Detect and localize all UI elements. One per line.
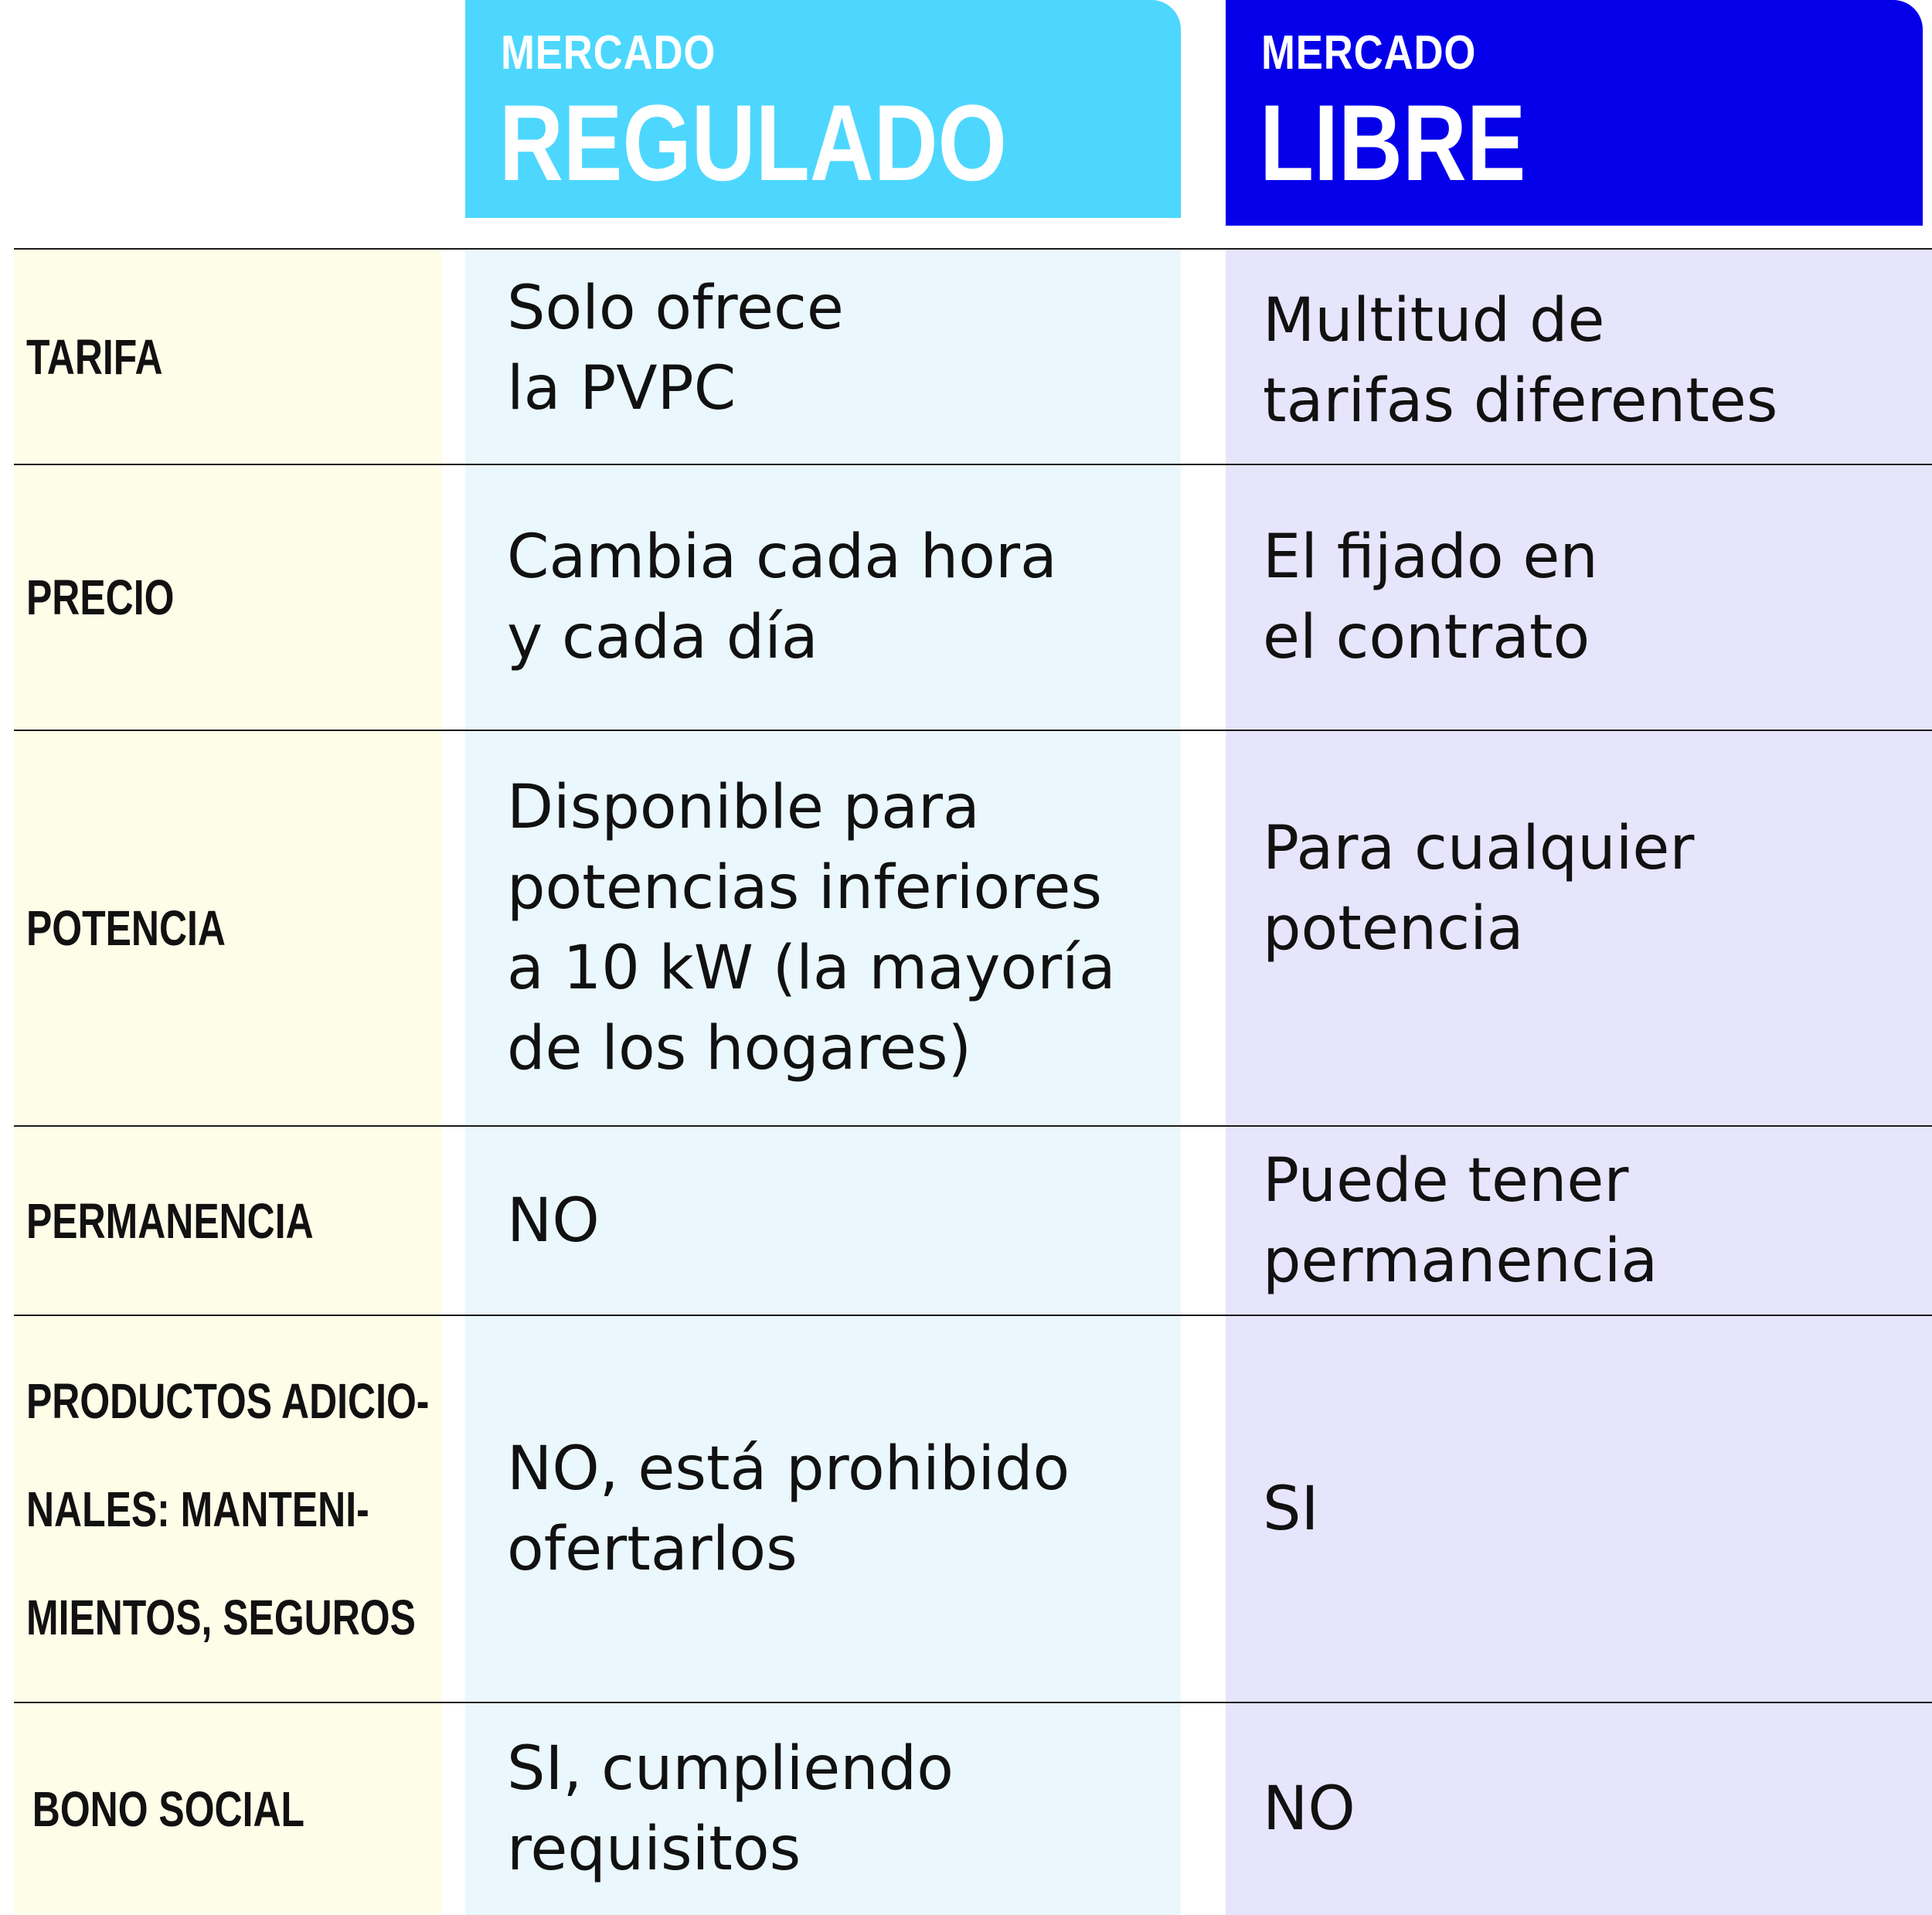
regulado-cell-line: Solo ofrece (507, 274, 844, 343)
libre-cell-line: Puede tener (1263, 1145, 1629, 1216)
table-row-precio (0, 465, 1932, 730)
libre-cell-line: permanencia (1263, 1226, 1658, 1296)
regulado-cell-line: ofertarlos (507, 1514, 798, 1584)
libre-cell-line: potencia (1263, 894, 1524, 964)
regulado-cell (507, 731, 1172, 1125)
table-row-bono-social (0, 1703, 1932, 1915)
regulado-cell-line: y cada día (507, 603, 818, 672)
regulado-cell (507, 1703, 1172, 1915)
libre-cell-line: Multitud de (1263, 286, 1605, 355)
table-row-potencia (0, 731, 1932, 1125)
libre-cell-line: el contrato (1263, 603, 1590, 672)
libre-cell-line: SI (1263, 1474, 1319, 1544)
regulado-cell-line: a 10 kW (la mayoría (507, 934, 1116, 1003)
row-label-line: NALES: MANTENI- (26, 1481, 369, 1537)
row-label (26, 1127, 428, 1315)
libre-cell (1263, 465, 1927, 730)
libre-cell (1263, 1127, 1927, 1315)
libre-cell-line: El fijado en (1263, 522, 1598, 592)
regulado-cell-line: NO (507, 1185, 600, 1256)
header-libre-big: LIBRE (1260, 82, 1526, 203)
regulado-cell (507, 250, 1172, 464)
regulado-cell-line: potencias inferiores (507, 853, 1103, 923)
header-regulado-big: REGULADO (499, 82, 1007, 203)
regulado-cell-line: la PVPC (507, 354, 736, 423)
row-label-line: MIENTOS, SEGUROS (26, 1589, 416, 1645)
regulado-cell (507, 1127, 1172, 1315)
row-label-line: PRODUCTOS ADICIO- (26, 1372, 430, 1429)
row-label (26, 250, 428, 464)
libre-cell-line: Para cualquier (1263, 814, 1695, 883)
regulado-cell-line: de los hogares) (507, 1014, 971, 1083)
regulado-cell (507, 1316, 1172, 1702)
header-mercado-regulado (465, 0, 1181, 218)
libre-cell (1263, 250, 1927, 464)
table-row-tarifa (0, 250, 1932, 464)
header-mercado-libre (1226, 0, 1923, 226)
table-row-productos-adicionales (0, 1316, 1932, 1702)
libre-cell-line: tarifas diferentes (1263, 366, 1778, 436)
row-label-line: PERMANENCIA (26, 1192, 314, 1249)
regulado-cell-line: SI, cumpliendo (507, 1734, 954, 1804)
regulado-cell-line: NO, está prohibido (507, 1434, 1070, 1504)
row-label-line: PRECIO (26, 570, 175, 625)
row-label (26, 731, 428, 1125)
row-label-line: TARIFA (26, 328, 163, 385)
libre-cell-line: NO (1263, 1774, 1355, 1844)
row-label (26, 1703, 428, 1915)
row-label-line: POTENCIA (26, 900, 226, 956)
regulado-cell (507, 465, 1172, 730)
header-libre-small: MERCADO (1261, 26, 1477, 80)
row-label (26, 1316, 428, 1702)
libre-cell (1263, 1703, 1927, 1915)
row-label-line: BONO SOCIAL (32, 1781, 305, 1837)
regulado-cell-line: Disponible para (507, 773, 980, 842)
regulado-cell-line: requisitos (507, 1815, 801, 1884)
libre-cell (1263, 1316, 1927, 1702)
table-row-permanencia (0, 1127, 1932, 1315)
libre-cell (1263, 731, 1927, 1125)
regulado-cell-line: Cambia cada hora (507, 522, 1057, 592)
header-regulado-small: MERCADO (501, 26, 716, 80)
row-label (26, 465, 428, 730)
